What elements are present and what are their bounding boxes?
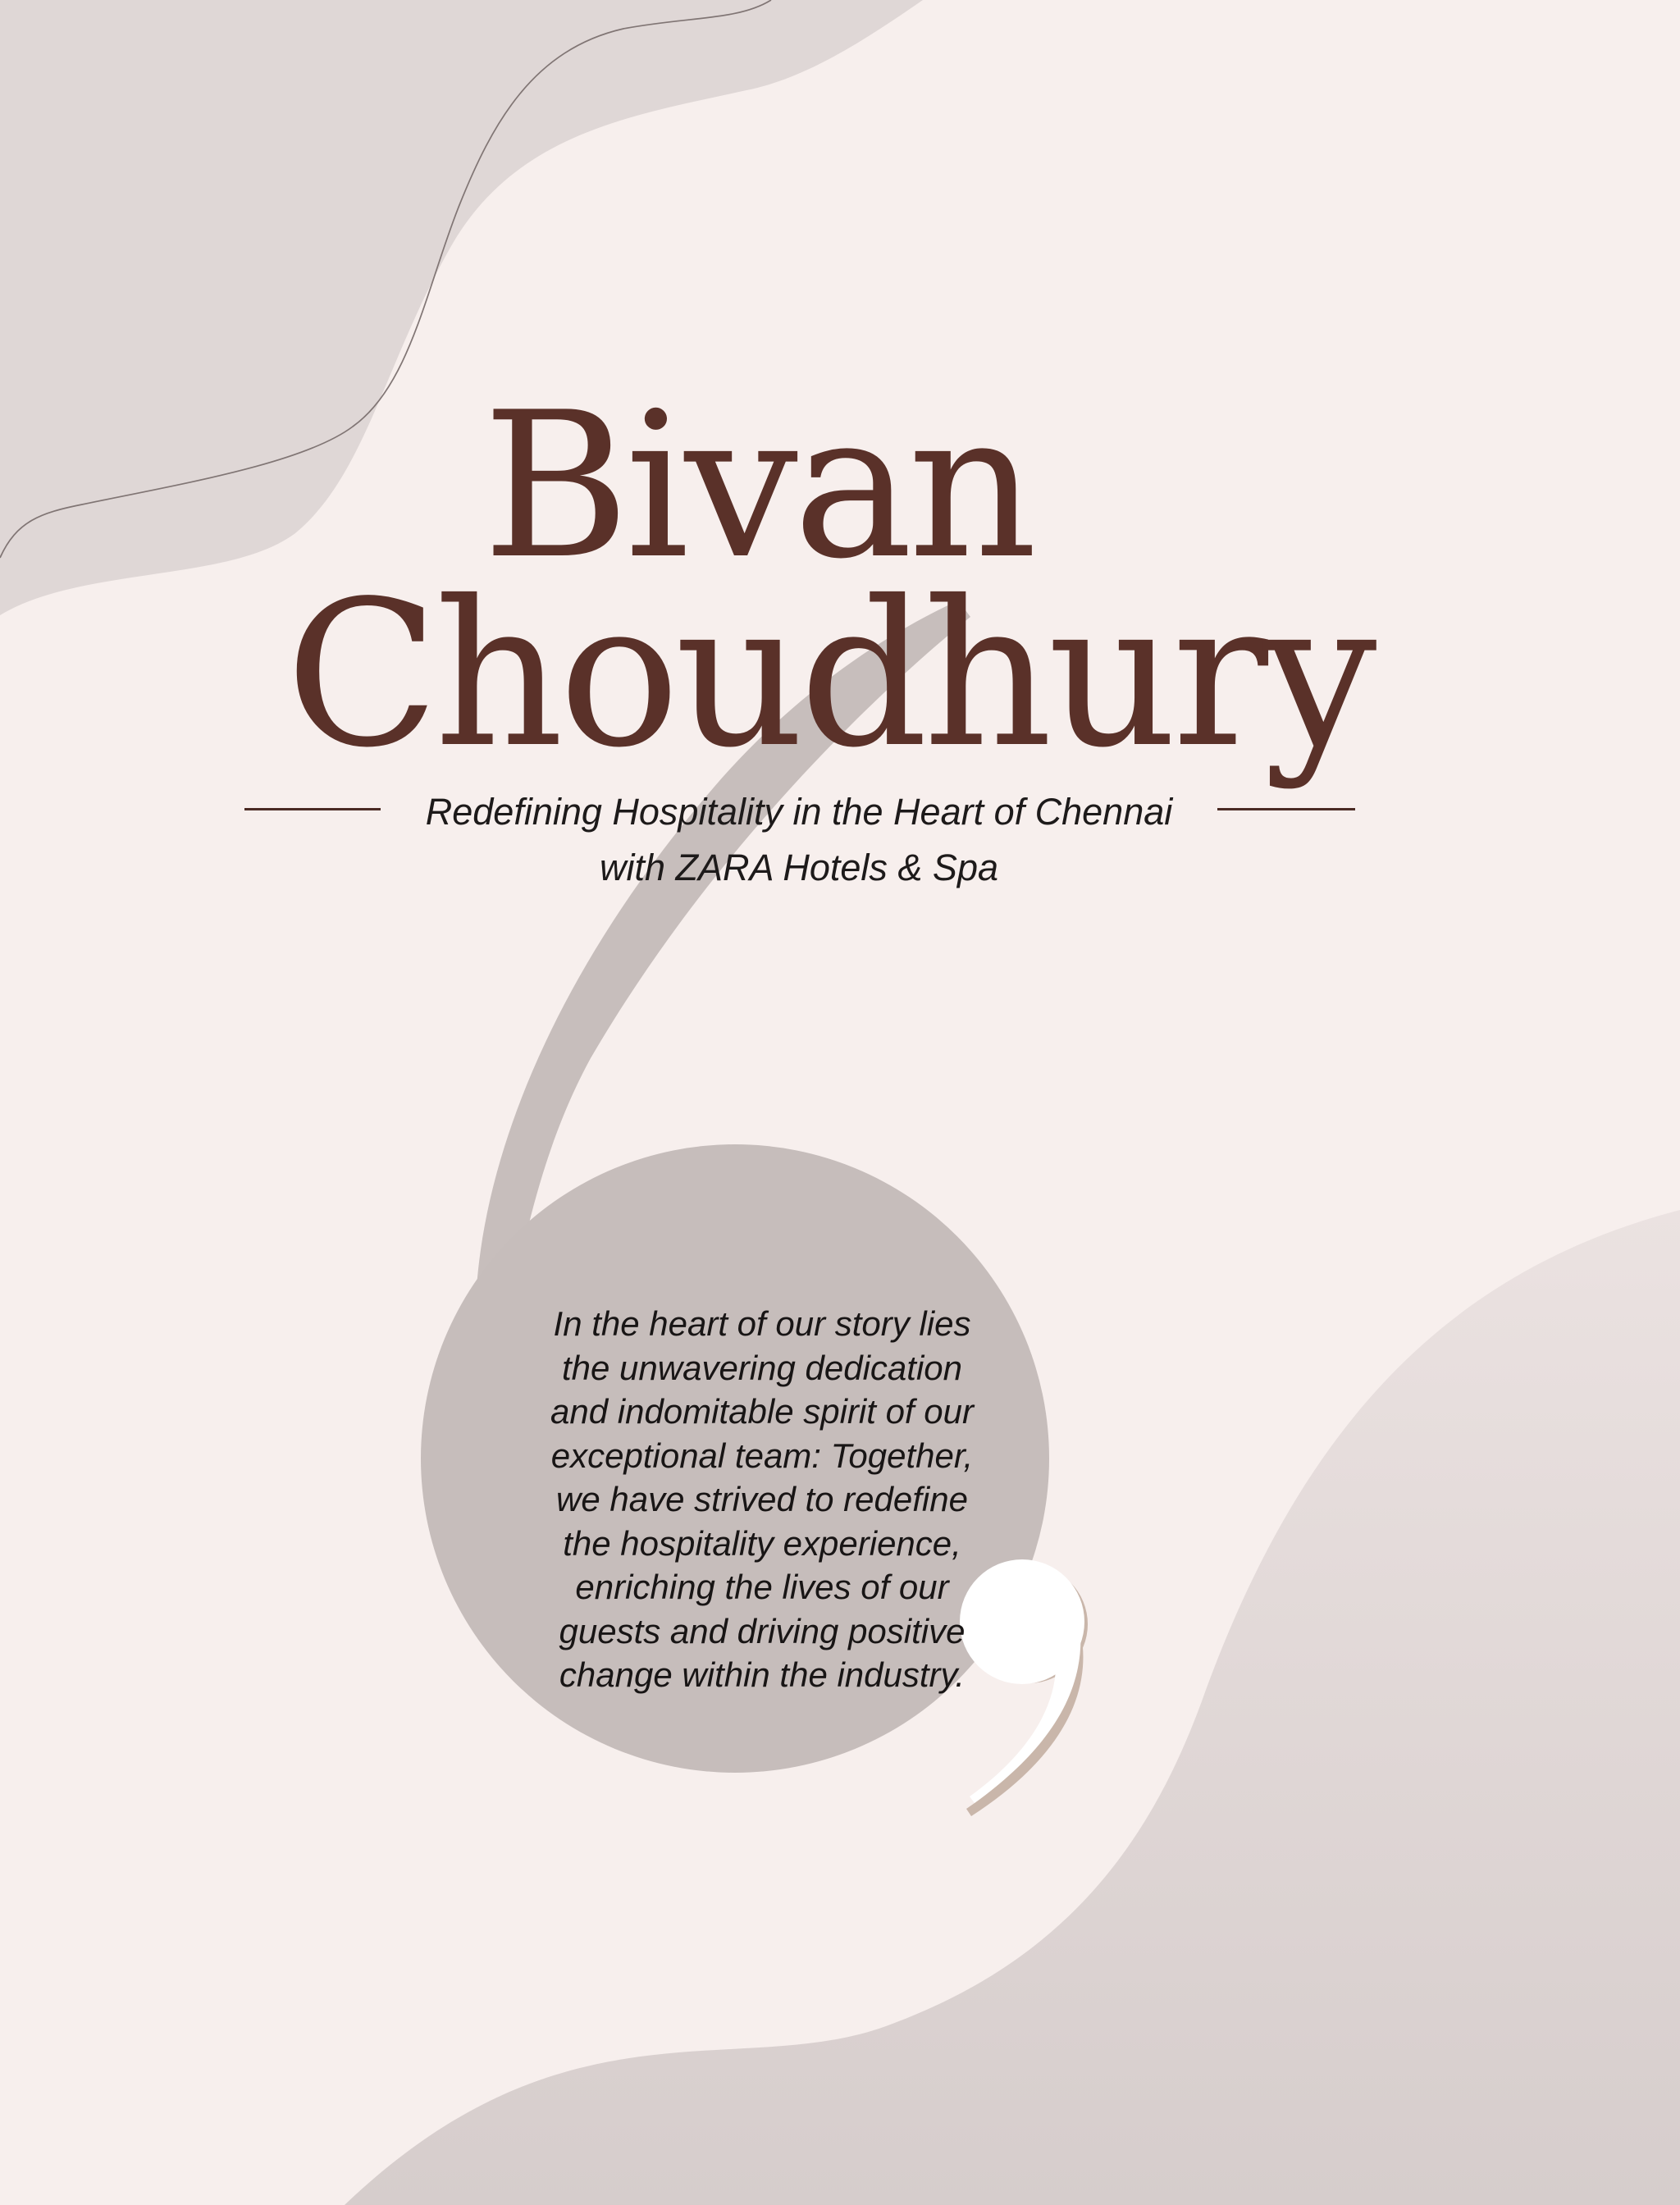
quote-line: enriching the lives of our — [575, 1568, 949, 1606]
pull-quote — [504, 1302, 1020, 1697]
quote-line: the hospitality experience, — [563, 1523, 961, 1563]
quote-line: and indomitable spirit of our — [550, 1392, 974, 1431]
profile-last-name: Choudhury — [285, 558, 1372, 792]
quote-line: we have strived to redefine — [556, 1480, 968, 1518]
quote-line: the unwavering dedication — [561, 1348, 962, 1387]
quote-line: guests and driving positive — [559, 1611, 966, 1650]
subtitle — [348, 784, 1250, 896]
quote-line: exceptional team: Together, — [550, 1436, 974, 1475]
subtitle-line-2: with ZARA Hotels & Spa — [599, 847, 998, 888]
subtitle-line-1: Redefining Hospitality in the Heart of Chennai — [425, 791, 1173, 833]
quote-line: In the heart of our story lies — [553, 1304, 971, 1343]
quote-line: change within the industry. — [559, 1655, 966, 1694]
profile-first-name: Bivan — [482, 369, 1033, 603]
